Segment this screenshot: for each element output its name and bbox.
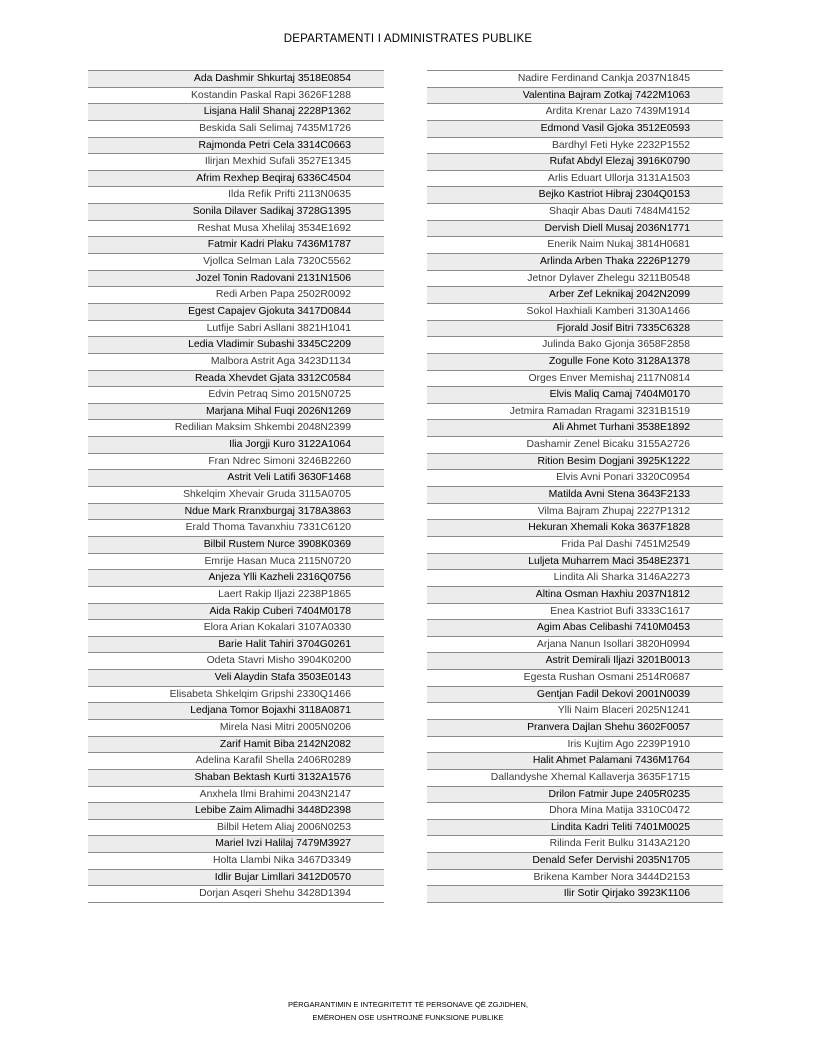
list-item: Lindita Kadri Teliti 7401M0025 [427,820,723,837]
list-item: Ledjana Tomor Bojaxhi 3118A0871 [88,703,384,720]
list-item: Veli Alaydin Stafa 3503E0143 [88,670,384,687]
list-item: Egesta Rushan Osmani 2514R0687 [427,670,723,687]
page-title: DEPARTAMENTI I ADMINISTRATES PUBLIKE [283,33,533,45]
list-item: Rajmonda Petri Cela 3314C0663 [88,138,384,155]
list-item: Afrim Rexhep Beqiraj 6336C4504 [88,171,384,188]
list-item: Denald Sefer Dervishi 2035N1705 [427,853,723,870]
list-item: Rition Besim Dogjani 3925K1222 [427,454,723,471]
list-item: Enea Kastriot Bufi 3333C1617 [427,604,723,621]
list-item: Kostandin Paskal Rapi 3626F1288 [88,88,384,105]
list-item: Ndue Mark Rranxburgaj 3178A3863 [88,504,384,521]
list-item: Enerik Naim Nukaj 3814H0681 [427,237,723,254]
list-item: Elisabeta Shkelqim Gripshi 2330Q1466 [88,687,384,704]
list-item: Arlis Eduart Ullorja 3131A1503 [427,171,723,188]
list-item: Drilon Fatmir Jupe 2405R0235 [427,787,723,804]
list-item: Sokol Haxhiali Kamberi 3130A1466 [427,304,723,321]
list-item: Fran Ndrec Simoni 3246B2260 [88,454,384,471]
list-item: Sonila Dilaver Sadikaj 3728G1395 [88,204,384,221]
list-item: Idlir Bujar Limllari 3412D0570 [88,870,384,887]
list-item: Lebibe Zaim Alimadhi 3448D2398 [88,803,384,820]
list-item: Zarif Hamit Biba 2142N2082 [88,737,384,754]
list-item: Ardita Krenar Lazo 7439M1914 [427,104,723,121]
list-item: Elora Arian Kokalari 3107A0330 [88,620,384,637]
footer [0,998,816,1024]
list-item: Julinda Bako Gjonja 3658F2858 [427,337,723,354]
list-item: Redilian Maksim Shkembi 2048N2399 [88,420,384,437]
list-item: Dashamir Zenel Bicaku 3155A2726 [427,437,723,454]
list-item: Halit Ahmet Palamani 7436M1764 [427,753,723,770]
list-item: Pranvera Dajlan Shehu 3602F0057 [427,720,723,737]
list-item: Lindita Ali Sharka 3146A2273 [427,570,723,587]
list-item: Redi Arben Papa 2502R0092 [88,287,384,304]
list-item: Arlinda Arben Thaka 2226P1279 [427,254,723,271]
list-item: Ali Ahmet Turhani 3538E1892 [427,420,723,437]
list-item: Holta Llambi Nika 3467D3349 [88,853,384,870]
list-item: Luljeta Muharrem Maci 3548E2371 [427,554,723,571]
list-item: Elvis Avni Ponari 3320C0954 [427,470,723,487]
list-item: Iris Kujtim Ago 2239P1910 [427,737,723,754]
list-item: Arjana Nanun Isollari 3820H0994 [427,637,723,654]
list-item: Barie Halit Tahiri 3704G0261 [88,637,384,654]
list-item: Astrit Demirali Iljazi 3201B0013 [427,653,723,670]
right-name-list [427,70,723,903]
list-item: Mirela Nasi Mitri 2005N0206 [88,720,384,737]
list-item: Orges Enver Memishaj 2117N0814 [427,371,723,388]
list-item: Altina Osman Haxhiu 2037N1812 [427,587,723,604]
list-item: Dervish Diell Musaj 2036N1771 [427,221,723,238]
list-item: Edvin Petraq Simo 2015N0725 [88,387,384,404]
list-item: Valentina Bajram Zotkaj 7422M1063 [427,88,723,105]
list-item: Ilia Jorgji Kuro 3122A1064 [88,437,384,454]
list-item: Reshat Musa Xhelilaj 3534E1692 [88,221,384,238]
list-item: Elvis Maliq Camaj 7404M0170 [427,387,723,404]
list-item: Malbora Astrit Aga 3423D1134 [88,354,384,371]
list-item: Anxhela Ilmi Brahimi 2043N2147 [88,787,384,804]
list-item: Edmond Vasil Gjoka 3512E0593 [427,121,723,138]
list-item: Vjollca Selman Lala 7320C5562 [88,254,384,271]
list-item: Jetnor Dylaver Zhelegu 3211B0548 [427,271,723,288]
list-item: Beskida Sali Selimaj 7435M1726 [88,121,384,138]
list-item: Anjeza Ylli Kazheli 2316Q0756 [88,570,384,587]
list-item: Ylli Naim Blaceri 2025N1241 [427,703,723,720]
list-item: Ledia Vladimir Subashi 3345C2209 [88,337,384,354]
list-item: Matilda Avni Stena 3643F2133 [427,487,723,504]
list-item: Lutfije Sabri Asllani 3821H1041 [88,321,384,338]
list-item: Astrit Veli Latifi 3630F1468 [88,470,384,487]
list-item: Odeta Stavri Misho 3904K0200 [88,653,384,670]
list-item: Ilda Refik Prifti 2113N0635 [88,187,384,204]
list-item: Fjorald Josif Bitri 7335C6328 [427,321,723,338]
list-item: Brikena Kamber Nora 3444D2153 [427,870,723,887]
list-item: Shkelqim Xhevair Gruda 3115A0705 [88,487,384,504]
list-item: Dorjan Asqeri Shehu 3428D1394 [88,886,384,903]
footer-line-2: EMËROHEN OSE USHTROJNË FUNKSIONE PUBLIKE [312,1013,504,1022]
list-item: Nadire Ferdinand Cankja 2037N1845 [427,71,723,88]
list-item: Jozel Tonin Radovani 2131N1506 [88,271,384,288]
list-item: Aida Rakip Cuberi 7404M0178 [88,604,384,621]
list-item: Hekuran Xhemali Koka 3637F1828 [427,520,723,537]
list-item: Dallandyshe Xhemal Kallaverja 3635F1715 [427,770,723,787]
list-item: Shaban Bektash Kurti 3132A1576 [88,770,384,787]
list-item: Rufat Abdyl Elezaj 3916K0790 [427,154,723,171]
list-item: Laert Rakip Iljazi 2238P1865 [88,587,384,604]
list-item: Marjana Mihal Fuqi 2026N1269 [88,404,384,421]
list-item: Jetmira Ramadan Rragami 3231B1519 [427,404,723,421]
left-name-list [88,70,384,903]
list-item: Zogulle Fone Koto 3128A1378 [427,354,723,371]
list-item: Frida Pal Dashi 7451M2549 [427,537,723,554]
list-item: Bilbil Hetem Aliaj 2006N0253 [88,820,384,837]
list-item: Arber Zef Leknikaj 2042N2099 [427,287,723,304]
list-item: Rilinda Ferit Bulku 3143A2120 [427,836,723,853]
list-item: Ada Dashmir Shkurtaj 3518E0854 [88,71,384,88]
list-item: Vilma Bajram Zhupaj 2227P1312 [427,504,723,521]
list-item: Agim Abas Celibashi 7410M0453 [427,620,723,637]
list-item: Bilbil Rustem Nurce 3908K0369 [88,537,384,554]
footer-line-1: PËRGARANTIMIN E INTEGRITETIT TË PERSONAVE QË ZGJIDHEN, [287,1000,529,1009]
list-item: Ilir Sotir Qirjako 3923K1106 [427,886,723,903]
list-item: Emrije Hasan Muca 2115N0720 [88,554,384,571]
list-item: Fatmir Kadri Plaku 7436M1787 [88,237,384,254]
list-item: Lisjana Halil Shanaj 2228P1362 [88,104,384,121]
list-item: Reada Xhevdet Gjata 3312C0584 [88,371,384,388]
list-item: Dhora Mina Matija 3310C0472 [427,803,723,820]
list-item: Bejko Kastriot Hibraj 2304Q0153 [427,187,723,204]
list-item: Shaqir Abas Dauti 7484M4152 [427,204,723,221]
list-item: Mariel Ivzi Halilaj 7479M3927 [88,836,384,853]
list-item: Bardhyl Feti Hyke 2232P1552 [427,138,723,155]
list-item: Adelina Karafil Shella 2406R0289 [88,753,384,770]
list-item: Gentjan Fadil Dekovi 2001N0039 [427,687,723,704]
list-item: Egest Capajev Gjokuta 3417D0844 [88,304,384,321]
list-item: Ilirjan Mexhid Sufali 3527E1345 [88,154,384,171]
list-item: Erald Thoma Tavanxhiu 7331C6120 [88,520,384,537]
